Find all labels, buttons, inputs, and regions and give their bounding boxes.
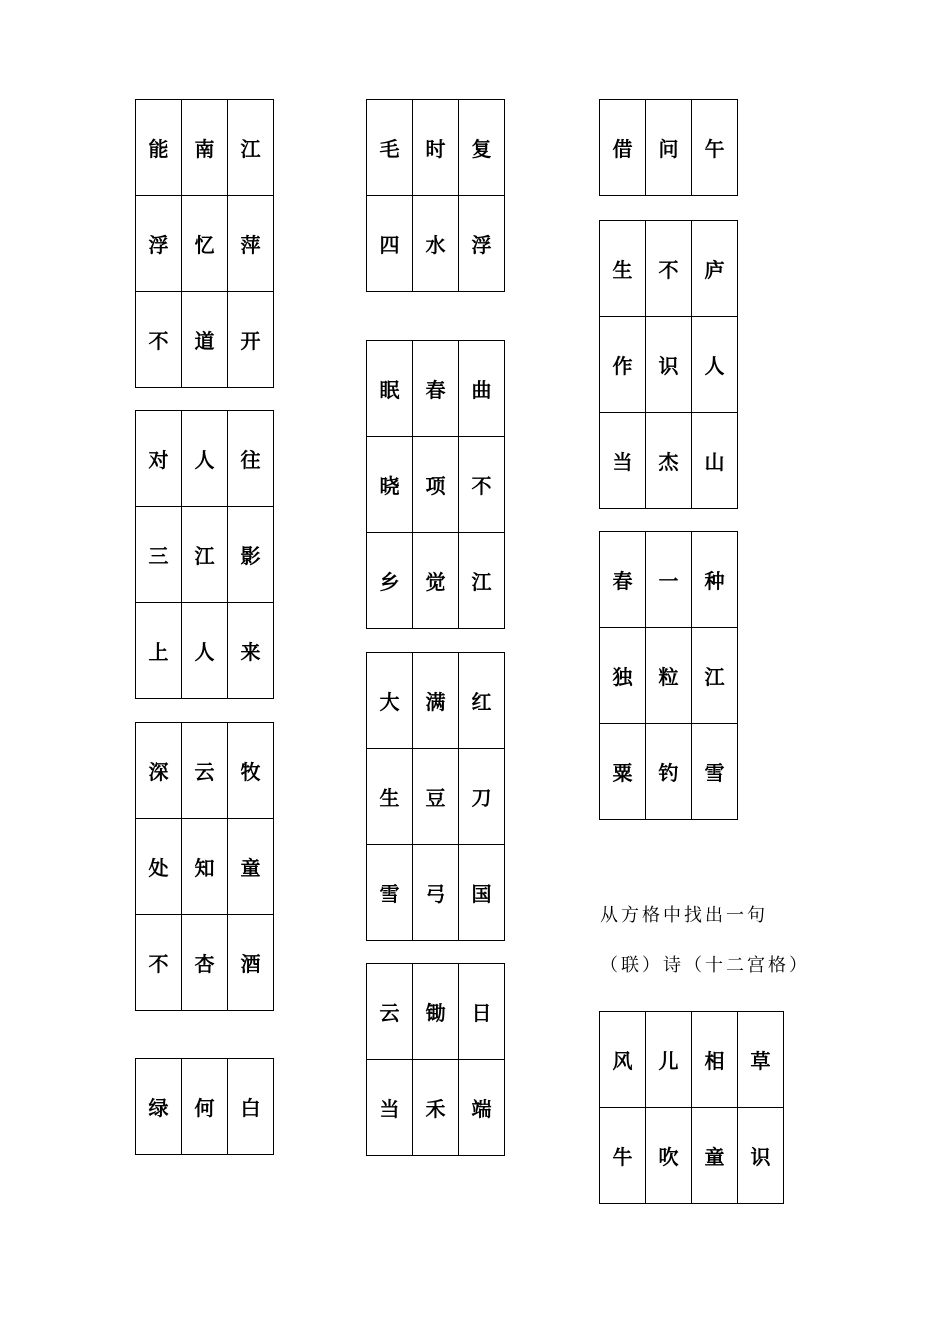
- grid-cell: 钓: [646, 724, 692, 820]
- character-grid: [135, 410, 274, 699]
- grid-cell: 晓: [367, 437, 413, 533]
- grid-row: [367, 341, 505, 437]
- grid-row: [600, 724, 738, 820]
- grid-row: [136, 411, 274, 507]
- grid-row: [600, 628, 738, 724]
- grid-cell: 午: [692, 100, 738, 196]
- grid-cell: 云: [367, 964, 413, 1060]
- grid-cell: 江: [459, 533, 505, 629]
- grid-cell: 浮: [459, 196, 505, 292]
- grid-cell: 道: [182, 292, 228, 388]
- grid-cell: 山: [692, 413, 738, 509]
- grid-cell: 白: [228, 1059, 274, 1155]
- grid-cell: 童: [228, 819, 274, 915]
- grid-cell: 红: [459, 653, 505, 749]
- grid-cell: 水: [413, 196, 459, 292]
- grid-cell: 当: [600, 413, 646, 509]
- grid-cell: 识: [646, 317, 692, 413]
- grid-cell: 雪: [692, 724, 738, 820]
- grid-row: [136, 819, 274, 915]
- grid-row: [136, 915, 274, 1011]
- grid-row: [600, 100, 738, 196]
- grid-cell: 生: [367, 749, 413, 845]
- grid-cell: 影: [228, 507, 274, 603]
- grid-cell: 相: [692, 1012, 738, 1108]
- grid-cell: 处: [136, 819, 182, 915]
- grid-cell: 深: [136, 723, 182, 819]
- grid-cell: 南: [182, 100, 228, 196]
- grid-row: [600, 1108, 784, 1204]
- character-grid: [366, 652, 505, 941]
- grid-cell: 四: [367, 196, 413, 292]
- grid-cell: 生: [600, 221, 646, 317]
- grid-cell: 毛: [367, 100, 413, 196]
- grid-cell: 时: [413, 100, 459, 196]
- character-grid: [135, 1058, 274, 1155]
- grid-cell: 江: [182, 507, 228, 603]
- character-grid: [135, 722, 274, 1011]
- character-grid: [366, 340, 505, 629]
- grid-cell: 草: [738, 1012, 784, 1108]
- grid-row: [367, 533, 505, 629]
- grid-row: [367, 964, 505, 1060]
- grid-cell: 种: [692, 532, 738, 628]
- grid-cell: 杏: [182, 915, 228, 1011]
- grid-row: [367, 653, 505, 749]
- grid-cell: 项: [413, 437, 459, 533]
- grid-cell: 锄: [413, 964, 459, 1060]
- grid-row: [367, 845, 505, 941]
- grid-cell: 知: [182, 819, 228, 915]
- grid-cell: 绿: [136, 1059, 182, 1155]
- grid-cell: 日: [459, 964, 505, 1060]
- character-grid: [366, 963, 505, 1156]
- grid-cell: 童: [692, 1108, 738, 1204]
- grid-row: [367, 196, 505, 292]
- grid-cell: 独: [600, 628, 646, 724]
- grid-cell: 大: [367, 653, 413, 749]
- grid-row: [136, 1059, 274, 1155]
- grid-cell: 不: [459, 437, 505, 533]
- grid-cell: 复: [459, 100, 505, 196]
- grid-cell: 觉: [413, 533, 459, 629]
- grid-cell: 春: [413, 341, 459, 437]
- grid-row: [136, 723, 274, 819]
- character-grid: [366, 99, 505, 292]
- grid-cell: 江: [228, 100, 274, 196]
- grid-cell: 识: [738, 1108, 784, 1204]
- grid-cell: 三: [136, 507, 182, 603]
- grid-cell: 端: [459, 1060, 505, 1156]
- grid-row: [600, 413, 738, 509]
- grid-row: [600, 532, 738, 628]
- grid-cell: 曲: [459, 341, 505, 437]
- grid-cell: 萍: [228, 196, 274, 292]
- character-grid: [599, 220, 738, 509]
- grid-row: [136, 292, 274, 388]
- character-grid: [599, 531, 738, 820]
- grid-row: [600, 317, 738, 413]
- grid-cell: 忆: [182, 196, 228, 292]
- instruction-line-1: 从方格中找出一句: [600, 905, 768, 926]
- grid-cell: 国: [459, 845, 505, 941]
- grid-cell: 弓: [413, 845, 459, 941]
- grid-cell: 吹: [646, 1108, 692, 1204]
- grid-cell: 借: [600, 100, 646, 196]
- grid-cell: 风: [600, 1012, 646, 1108]
- grid-cell: 人: [692, 317, 738, 413]
- grid-cell: 粟: [600, 724, 646, 820]
- grid-cell: 杰: [646, 413, 692, 509]
- grid-cell: 禾: [413, 1060, 459, 1156]
- grid-cell: 云: [182, 723, 228, 819]
- grid-row: [136, 196, 274, 292]
- grid-row: [136, 603, 274, 699]
- character-grid: [135, 99, 274, 388]
- grid-row: [367, 1060, 505, 1156]
- grid-cell: 雪: [367, 845, 413, 941]
- grid-row: [600, 1012, 784, 1108]
- grid-row: [367, 749, 505, 845]
- grid-cell: 人: [182, 411, 228, 507]
- grid-cell: 江: [692, 628, 738, 724]
- grid-cell: 问: [646, 100, 692, 196]
- grid-row: [367, 100, 505, 196]
- grid-cell: 作: [600, 317, 646, 413]
- grid-cell: 当: [367, 1060, 413, 1156]
- instruction-line-2: （联）诗（十二宫格）: [600, 955, 810, 976]
- grid-cell: 何: [182, 1059, 228, 1155]
- grid-cell: 开: [228, 292, 274, 388]
- grid-row: [136, 507, 274, 603]
- grid-cell: 酒: [228, 915, 274, 1011]
- grid-cell: 来: [228, 603, 274, 699]
- grid-cell: 上: [136, 603, 182, 699]
- grid-cell: 乡: [367, 533, 413, 629]
- grid-cell: 浮: [136, 196, 182, 292]
- character-grid: [599, 99, 738, 196]
- grid-cell: 粒: [646, 628, 692, 724]
- grid-cell: 一: [646, 532, 692, 628]
- grid-cell: 庐: [692, 221, 738, 317]
- grid-cell: 满: [413, 653, 459, 749]
- grid-cell: 不: [136, 915, 182, 1011]
- grid-cell: 对: [136, 411, 182, 507]
- character-grid-twelve: [599, 1011, 784, 1204]
- grid-cell: 春: [600, 532, 646, 628]
- grid-cell: 豆: [413, 749, 459, 845]
- grid-cell: 往: [228, 411, 274, 507]
- grid-row: [367, 437, 505, 533]
- grid-cell: 不: [136, 292, 182, 388]
- grid-row: [136, 100, 274, 196]
- grid-cell: 眠: [367, 341, 413, 437]
- grid-cell: 不: [646, 221, 692, 317]
- grid-cell: 牛: [600, 1108, 646, 1204]
- grid-row: [600, 221, 738, 317]
- grid-cell: 牧: [228, 723, 274, 819]
- grid-cell: 能: [136, 100, 182, 196]
- grid-cell: 儿: [646, 1012, 692, 1108]
- grid-cell: 刀: [459, 749, 505, 845]
- grid-cell: 人: [182, 603, 228, 699]
